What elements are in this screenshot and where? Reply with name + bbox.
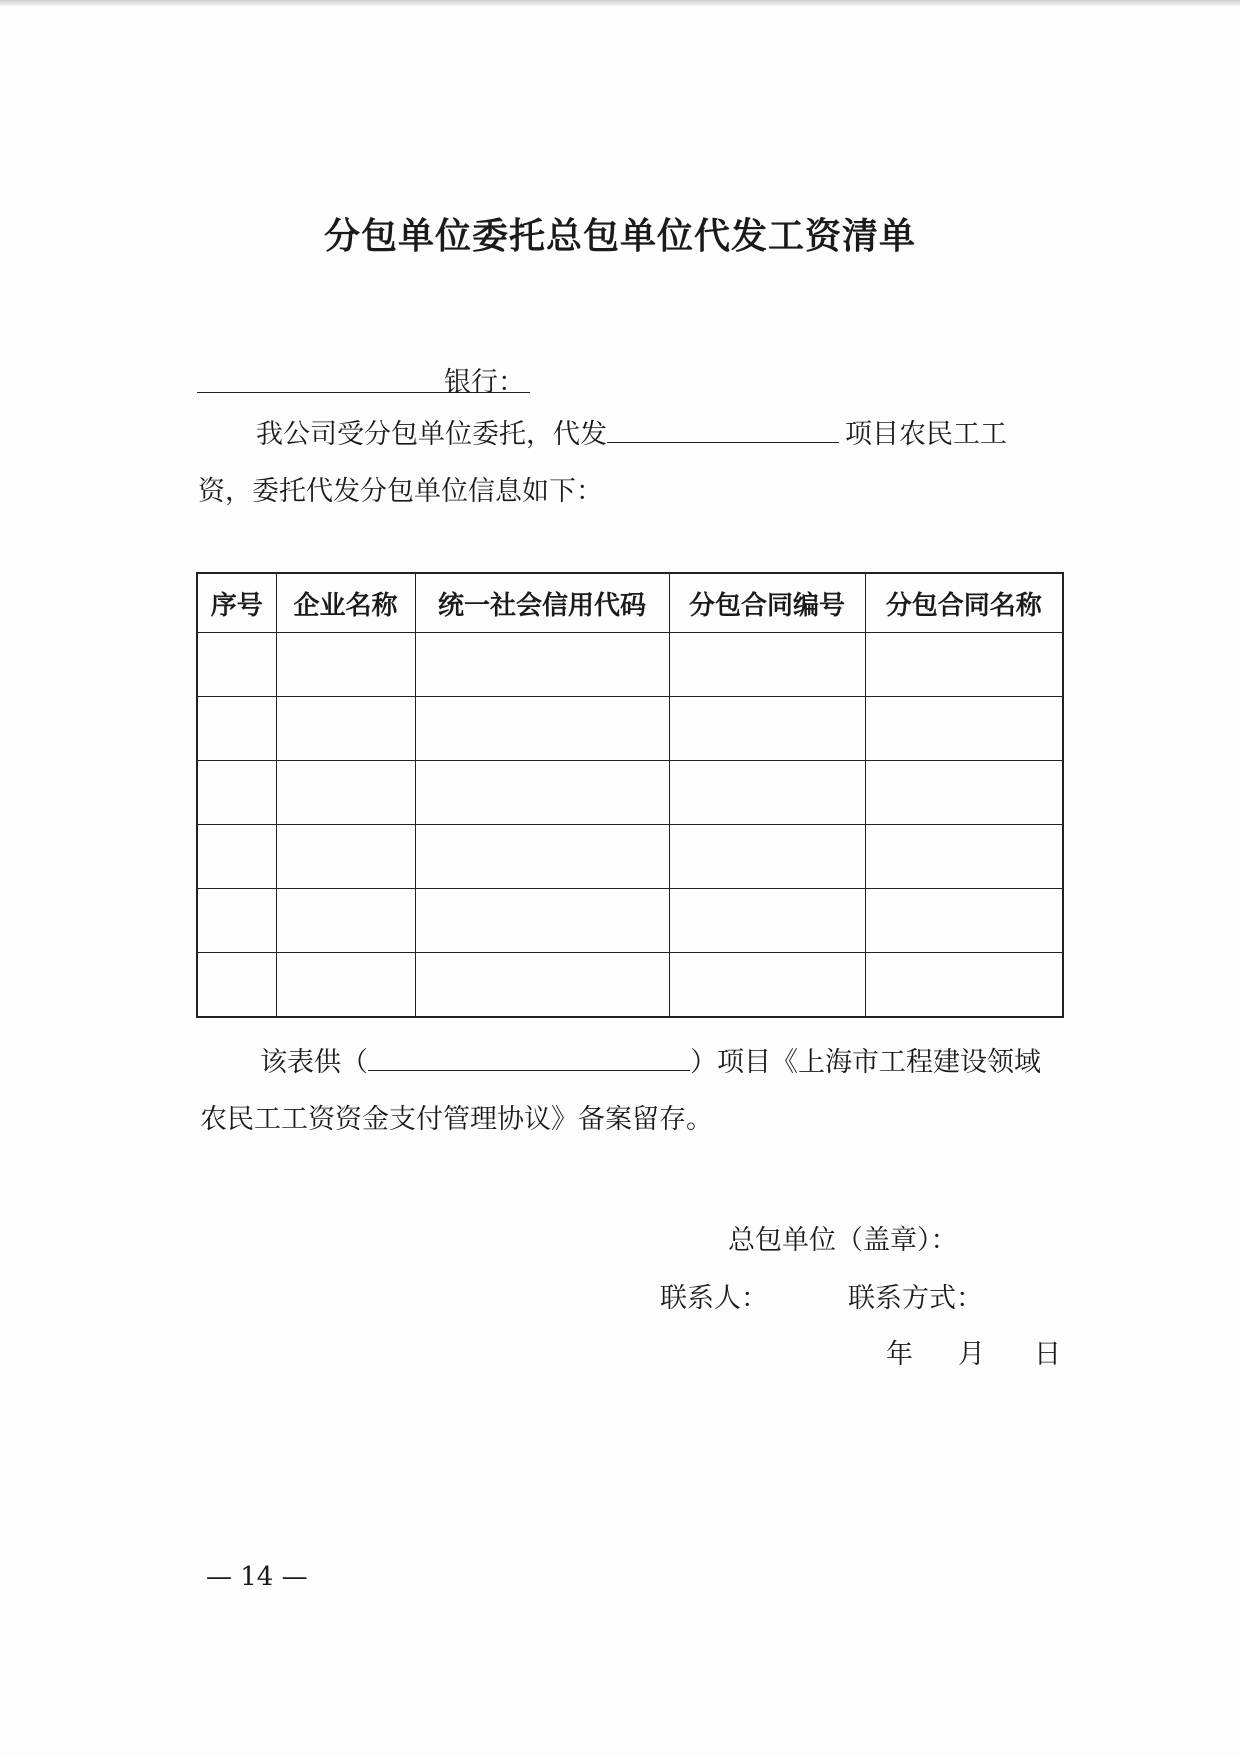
table-cell xyxy=(197,697,276,761)
scan-edge xyxy=(0,0,1240,6)
table-cell xyxy=(415,825,669,889)
table-cell xyxy=(415,889,669,953)
contact-person-label: 联系人： xyxy=(660,1283,768,1314)
page-number: — 14 — xyxy=(206,1562,308,1592)
table-row xyxy=(197,761,1063,825)
table-cell xyxy=(669,697,865,761)
project-name-blank xyxy=(607,414,839,443)
table-row xyxy=(197,953,1063,1018)
intro-line-1 xyxy=(256,414,1007,455)
table-cell xyxy=(276,889,415,953)
table-cell xyxy=(415,761,669,825)
header-contract-number: 分包合同编号 xyxy=(669,573,865,633)
table-cell xyxy=(669,953,865,1018)
table-cell xyxy=(197,633,276,697)
table-row xyxy=(197,633,1063,697)
intro-text-1: 我公司受分包单位委托，代发 xyxy=(256,419,607,450)
table-cell xyxy=(865,825,1063,889)
table-cell xyxy=(276,825,415,889)
table-cell xyxy=(197,889,276,953)
header-contract-name: 分包合同名称 xyxy=(865,573,1063,633)
table-cell xyxy=(669,761,865,825)
subcontractor-table xyxy=(196,572,1064,1018)
note-line-2: 农民工工资资金支付管理协议》备案留存。 xyxy=(200,1104,713,1135)
table-row xyxy=(197,697,1063,761)
header-company-name: 企业名称 xyxy=(276,573,415,633)
table-cell xyxy=(276,761,415,825)
table-cell xyxy=(669,889,865,953)
intro-line-2: 资，委托代发分包单位信息如下： xyxy=(198,476,603,507)
table-cell xyxy=(276,633,415,697)
date-day-label: 日 xyxy=(1034,1339,1061,1370)
table-cell xyxy=(415,953,669,1018)
table-cell xyxy=(865,761,1063,825)
date-month-label: 月 xyxy=(958,1339,985,1370)
table-header-row xyxy=(197,573,1063,633)
note-line-1 xyxy=(260,1042,1041,1083)
contractor-seal-label: 总包单位（盖章）： xyxy=(728,1225,958,1256)
table-row xyxy=(197,889,1063,953)
table-cell xyxy=(415,633,669,697)
table-cell xyxy=(197,761,276,825)
table-cell xyxy=(197,825,276,889)
contact-method-label: 联系方式： xyxy=(848,1283,983,1314)
table-cell xyxy=(865,633,1063,697)
table-cell xyxy=(865,953,1063,1018)
header-seq: 序号 xyxy=(197,573,276,633)
note-text-2: ）项目《上海市工程建设领域 xyxy=(690,1047,1041,1078)
document-title: 分包单位委托总包单位代发工资清单 xyxy=(323,215,916,257)
note-text-1: 该表供（ xyxy=(260,1047,368,1078)
table-cell xyxy=(669,633,865,697)
table-cell xyxy=(865,697,1063,761)
table-row xyxy=(197,825,1063,889)
intro-text-2: 项目农民工工 xyxy=(845,419,1007,450)
header-credit-code: 统一社会信用代码 xyxy=(415,573,669,633)
table-cell xyxy=(669,825,865,889)
table-cell xyxy=(865,889,1063,953)
date-year-label: 年 xyxy=(886,1339,913,1370)
table-cell xyxy=(197,953,276,1018)
table-cell xyxy=(415,697,669,761)
table-cell xyxy=(276,697,415,761)
bank-label: 银行： xyxy=(444,367,525,398)
note-project-blank xyxy=(368,1042,690,1071)
table-cell xyxy=(276,953,415,1018)
